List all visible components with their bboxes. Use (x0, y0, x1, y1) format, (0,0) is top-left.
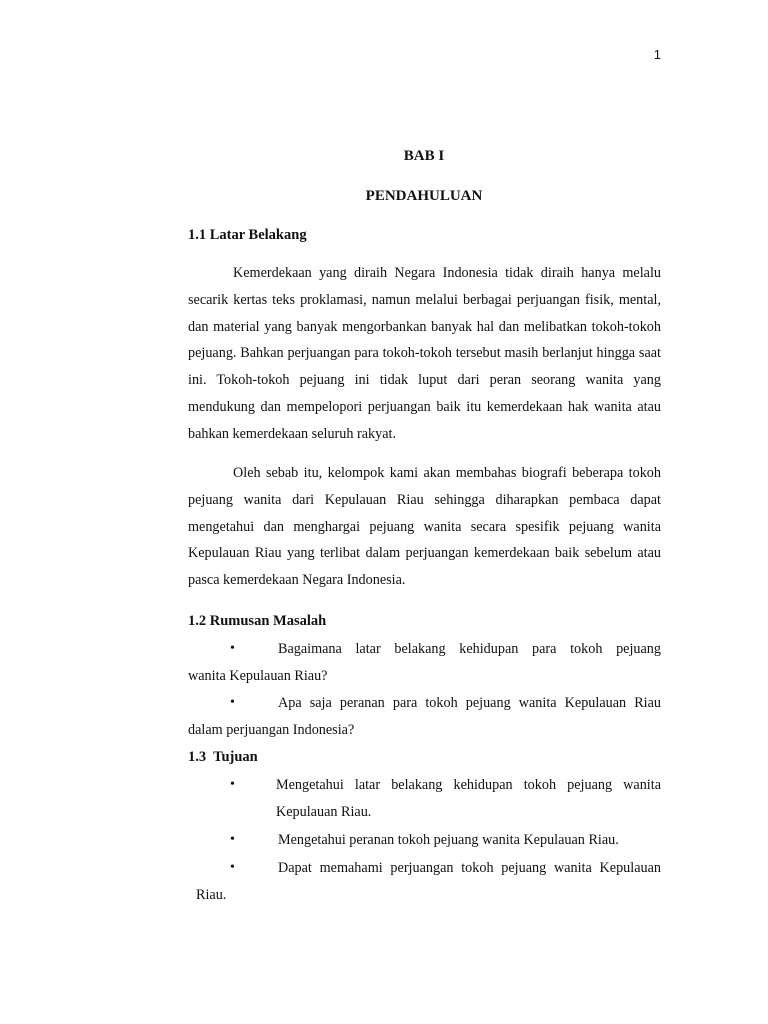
chapter-label: BAB I (403, 148, 445, 164)
list-item-line: Kepulauan Riau. (276, 804, 372, 820)
list-item-line: Mengetahui peranan tokoh pejuang wanita Kepulauan Riau. (278, 832, 619, 848)
bullet-icon: • (230, 641, 235, 656)
bullet-icon: • (230, 695, 235, 710)
section-heading-latar-belakang: 1.1 Latar Belakang (188, 227, 307, 243)
bullet-icon: • (230, 860, 235, 875)
list-item-line: Bagaimana latar belakang kehidupan para tokoh pejuang (278, 641, 661, 657)
list-item-line: Mengetahui latar belakang kehidupan tokoh pejuang wanita (276, 777, 661, 793)
section-heading-rumusan-masalah: 1.2 Rumusan Masalah (188, 613, 327, 629)
bullet-icon: • (230, 777, 235, 792)
chapter-title: PENDAHULUAN (365, 188, 483, 204)
bullet-icon: • (230, 832, 235, 847)
list-item-line: Dapat memahami perjuangan tokoh pejuang wanita Kepulauan (278, 860, 661, 876)
list-item-line: Riau. (196, 887, 227, 903)
list-item-line: Apa saja peranan para tokoh pejuang wanita Kepulauan Riau (278, 695, 661, 711)
list-item-line: dalam perjuangan Indonesia? (188, 722, 355, 738)
section-heading-tujuan: 1.3 Tujuan (188, 749, 258, 765)
page-number: 1 (653, 47, 661, 62)
paragraph-latar-belakang-2: Oleh sebab itu, kelompok kami akan membahas biografi beberapa tokoh pejuang wanita dari Kepulauan Riau sehingga diharapkan pembaca dapat mengetahui dan menghargai pejuang wanita secara spesifik pejuang wanita Kepulauan Riau yang terlibat dalam perjuangan kemerdekaan baik sebelum atau pasca kemerdekaan Negara Indonesia. (188, 465, 661, 589)
list-item-line: wanita Kepulauan Riau? (188, 668, 328, 684)
paragraph-latar-belakang-1: Kemerdekaan yang diraih Negara Indonesia tidak diraih hanya melalu secarik kertas teks proklamasi, namun melalui berbagai perjuangan fisik, mental, dan material yang banyak mengorbankan banyak hal dan melibatkan tokoh-tokoh pejuang. Bahkan perjuangan para tokoh-tokoh tersebut masih berlanjut hingga saat ini. Tokoh-tokoh pejuang ini tidak luput dari peran seorang wanita yang mendukung dan mempelopori perjuangan baik itu kemerdekaan hak wanita atau bahkan kemerdekaan seluruh rakyat. (188, 265, 661, 442)
